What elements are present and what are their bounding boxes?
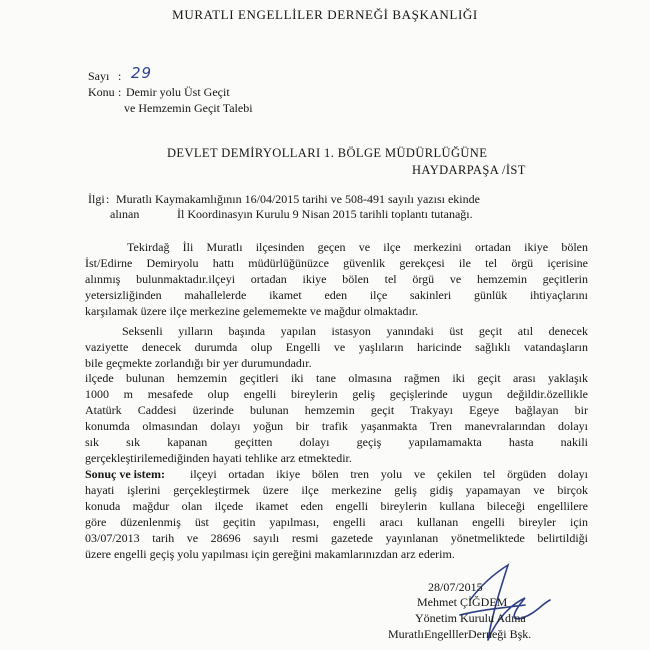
signature-board: Yönetim Kurulu Adına bbox=[415, 611, 526, 625]
recipient-line-1: DEVLET DEMİRYOLLARI 1. BÖLGE MÜDÜRLÜĞÜNE bbox=[167, 146, 488, 160]
conclusion-line-6: üzere engelli geçiş yolu yapılması için gereğini makamlarınızdan arz ederim. bbox=[85, 547, 455, 561]
sayi-label: Sayı bbox=[88, 69, 110, 83]
p1-line-3: alınmış bulunmaktadır.ilçeyi ortadan ikiye bölen tel örgü ve hemzemin geçitlerin bbox=[85, 272, 588, 286]
p3-line-5: sık sık kapanan geçitten dolayı geçiş yapılamamakta hasta nakili bbox=[85, 435, 588, 449]
conclusion-line-4: göre düzenlenmiş üst geçitin yapılması, engelli aracı kullanan engelli bireyler için bbox=[85, 515, 588, 529]
konu-line-2: ve Hemzemin Geçit Talebi bbox=[124, 101, 253, 115]
p2-line-2: vaziyette denecek durumda olup Engelli ve yaşlıların haricinde sağlıklı vatandaşların bbox=[85, 340, 588, 354]
conclusion-line-2: hayati işlerini gerçekleştirmek üzere ilçe merkezine geliş gidiş yapamayan ve birçok bbox=[85, 483, 588, 497]
p3-line-3: Atatürk Caddesi üzerinde bulunan hemzemin geçit Trakyayı Egeye bağlayan bir bbox=[85, 403, 588, 417]
conclusion-label: Sonuç ve istem: bbox=[85, 467, 165, 481]
conclusion-line-3: konuda mağdur olan ilçede ikamet eden engelli bireylerin kullana bileceği engellilere bbox=[85, 499, 588, 513]
conclusion-line-5: 03/07/2013 tarih ve 28696 sayılı resmi gazetede yayınlanan yönetmeliktede belirtildiği bbox=[85, 531, 588, 545]
p1-line-1: Tekirdağ İli Muratlı ilçesinden geçen ve ilçe merkezini ortadan ikiye bölen bbox=[127, 240, 588, 254]
recipient-line-2: HAYDARPAŞA /İST bbox=[412, 163, 526, 177]
konu-colon: : bbox=[118, 85, 122, 99]
sayi-number-handwritten: 29 bbox=[131, 64, 153, 82]
konu-line-1: Demir yolu Üst Geçit bbox=[126, 85, 230, 99]
signature-date: 28/07/2015 bbox=[428, 580, 483, 594]
p3-line-2: 1000 m mesafede olup engelli bireylerin geliş geçişlerinde uygun değildir.özellikle bbox=[85, 387, 588, 401]
conclusion-line-1: ilçeyi ortadan ikiye bölen tren yolu ve çekilen tel örgüden dolayı bbox=[190, 467, 588, 481]
p2-line-1: Seksenli yılların başında yapılan istasyon yanındaki üst geçit atıl denecek bbox=[122, 324, 588, 338]
p1-line-4: yetersizliğinden mahallelerde ikamet eden ilçe sakinleri günlük ihtiyaçlarını bbox=[85, 288, 588, 302]
p3-line-4: konumda olmasından dolayı yoğun bir trafik yaşanmakta Tren manevralarından dolayı bbox=[85, 419, 588, 433]
letterhead: MURATLI ENGELLİLER DERNEĞİ BAŞKANLIĞI bbox=[172, 7, 478, 22]
signature-name: Mehmet ÇİĞDEM bbox=[417, 595, 508, 609]
signature-organization: MuratlıEngelllerDerneği Bşk. bbox=[388, 627, 532, 641]
ilgi-line-1: Muratlı Kaymakamlığının 16/04/2015 tarihi ve 508-491 sayılı yazısı ekinde bbox=[116, 192, 480, 206]
ilgi-line-2: İl Koordinasyın Kurulu 9 Nisan 2015 tarihli toplantı tutanağı. bbox=[177, 207, 473, 221]
p3-line-6: gerçekleştirilemediğinden hayati tehlike arz etmektedir. bbox=[85, 451, 352, 465]
sayi-colon: : bbox=[118, 69, 122, 83]
ilgi-line-2-prefix: alınan bbox=[110, 207, 140, 221]
p2-line-3: bile geçmekte zorlandığı bir yer durumundadır. bbox=[85, 356, 312, 370]
ilgi-label: İlgi bbox=[88, 192, 105, 206]
p1-line-5: karşılamak üzere ilçe merkezine gelememekte ve mağdur olmaktadır. bbox=[85, 304, 419, 318]
ilgi-colon: : bbox=[106, 192, 110, 206]
p1-line-2: İst/Edirne Demiryolu hattı müdürlüğünüzce güvenlik gerekçesi ile tel örgü içerisine bbox=[85, 256, 588, 270]
p3-line-1: ilçede bulunan hemzemin geçitleri iki tane olmasına rağmen iki geçit arası yaklaşık bbox=[85, 371, 588, 385]
konu-label: Konu bbox=[88, 85, 115, 99]
